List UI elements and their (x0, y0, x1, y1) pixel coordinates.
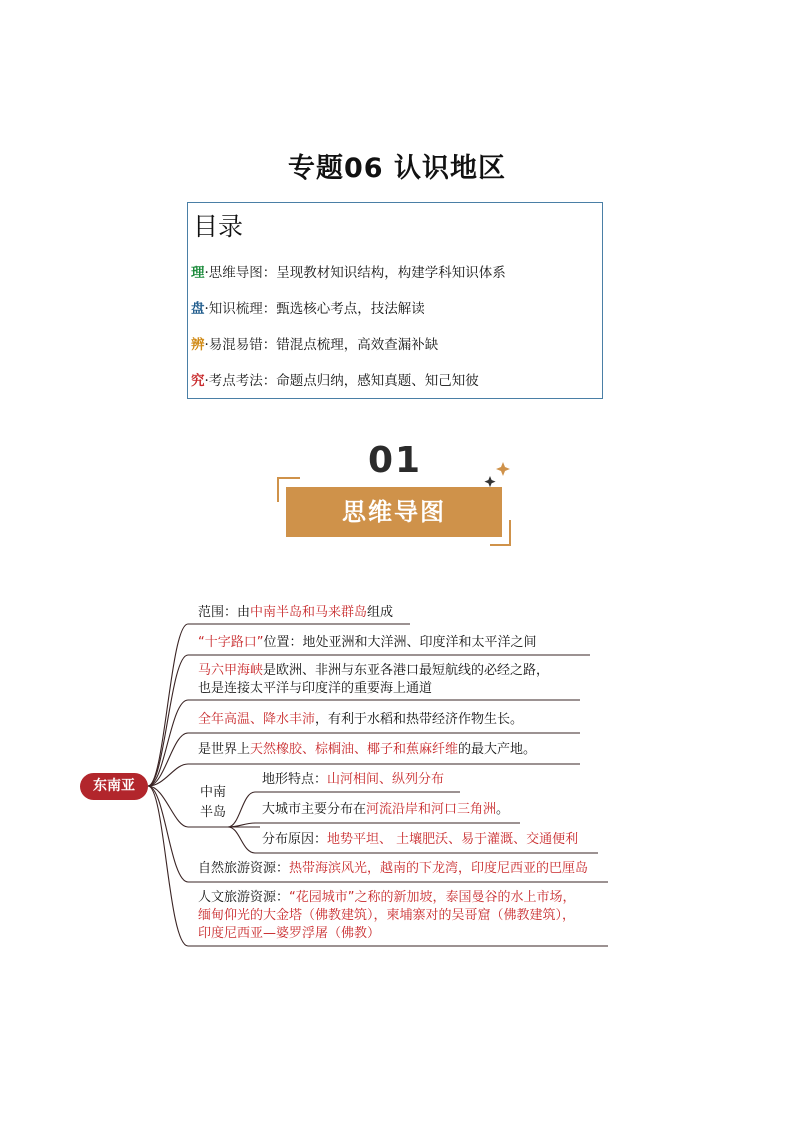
branch-climate (198, 711, 523, 729)
sub-cities (262, 801, 509, 819)
branch-text: ，有利于水稻和热带经济作物生长。 (315, 712, 524, 727)
branch-text: 中南 (200, 785, 227, 800)
branch-text: 。 (496, 802, 510, 817)
branch-highlight: 马六甲海峡 (198, 663, 264, 678)
branch-highlight: 印度尼西亚—婆罗浮屠（佛教） (198, 926, 381, 941)
branch-text: 半岛 (200, 805, 227, 820)
branch-highlight: 全年高温、降水丰沛 (198, 712, 316, 727)
branch-text: 自然旅游资源： (198, 861, 290, 876)
toc-key: 理 (191, 265, 205, 281)
mindmap-root[interactable]: 东南亚 (80, 773, 148, 800)
branch-products (198, 741, 536, 759)
branch-text: 组成 (367, 605, 394, 620)
branch-text: 也是连接太平洋与印度洋的重要海上通道 (198, 681, 433, 696)
toc-name: ·易混易错： (204, 337, 277, 353)
branch-text: 的最大产地。 (458, 742, 537, 757)
branch-cultural-tourism (198, 889, 576, 943)
toc-desc: 甄选核心考点，技法解读 (276, 301, 425, 317)
branch-highlight: 缅甸仰光的大金塔（佛教建筑），柬埔寨对的吴哥窟（佛教建筑）， (198, 908, 576, 923)
branch-highlight: 山河相间、纵列分布 (327, 772, 445, 787)
toc-desc: 呈现教材知识结构，构建学科知识体系 (276, 265, 506, 281)
branch-text: 范围：由 (198, 605, 251, 620)
branch-text: 地形特点： (262, 772, 328, 787)
toc-key: 究 (191, 373, 205, 389)
branch-highlight: 天然橡胶、棕榈油、椰子和蕉麻纤维 (250, 742, 459, 757)
branch-highlight: 热带海滨风光，越南的下龙湾，印度尼西亚的巴厘岛 (289, 861, 589, 876)
page-title: 专题06 认识地区 (288, 153, 506, 184)
branch-text: 大城市主要分布在 (262, 802, 367, 817)
branch-highlight: “花园城市”之称的新加坡，泰国曼谷的水上市场， (289, 890, 576, 905)
branch-natural-tourism (198, 860, 588, 878)
sub-terrain (262, 771, 444, 789)
toc-name: ·考点考法： (204, 373, 277, 389)
branch-highlight: 地势平坦、 土壤肥沃、易于灌溉、交通便利 (327, 832, 579, 847)
branch-text: 是世界上 (198, 742, 251, 757)
toc-name: ·思维导图： (204, 265, 277, 281)
toc-name: ·知识梳理： (204, 301, 277, 317)
branch-text: 分布原因： (262, 832, 328, 847)
branch-strait (198, 662, 549, 698)
section-label: 思维导图 (286, 487, 502, 537)
branch-peninsula-label (200, 783, 226, 823)
section-number: 01 (368, 440, 423, 481)
branch-text: 位置：地处亚洲和大洋洲、印度洋和太平洋之间 (263, 635, 537, 650)
toc-desc: 错混点梳理，高效查漏补缺 (276, 337, 439, 353)
toc-key: 盘 (191, 301, 205, 317)
branch-text: 人文旅游资源： (198, 890, 290, 905)
branch-text: 是欧洲、非洲与东亚各港口最短航线的必经之路， (263, 663, 550, 678)
branch-location (198, 634, 537, 652)
branch-scope (198, 604, 393, 622)
toc-desc: 命题点归纳，感知真题、知己知彼 (276, 373, 479, 389)
toc-key: 辨 (191, 337, 205, 353)
sub-reasons (262, 831, 578, 849)
branch-highlight: 河流沿岸和河口三角洲 (366, 802, 497, 817)
branch-highlight: 中南半岛和马来群岛 (250, 605, 368, 620)
branch-highlight: “十字路口” (198, 635, 264, 650)
toc-heading: 目录 (193, 212, 244, 241)
